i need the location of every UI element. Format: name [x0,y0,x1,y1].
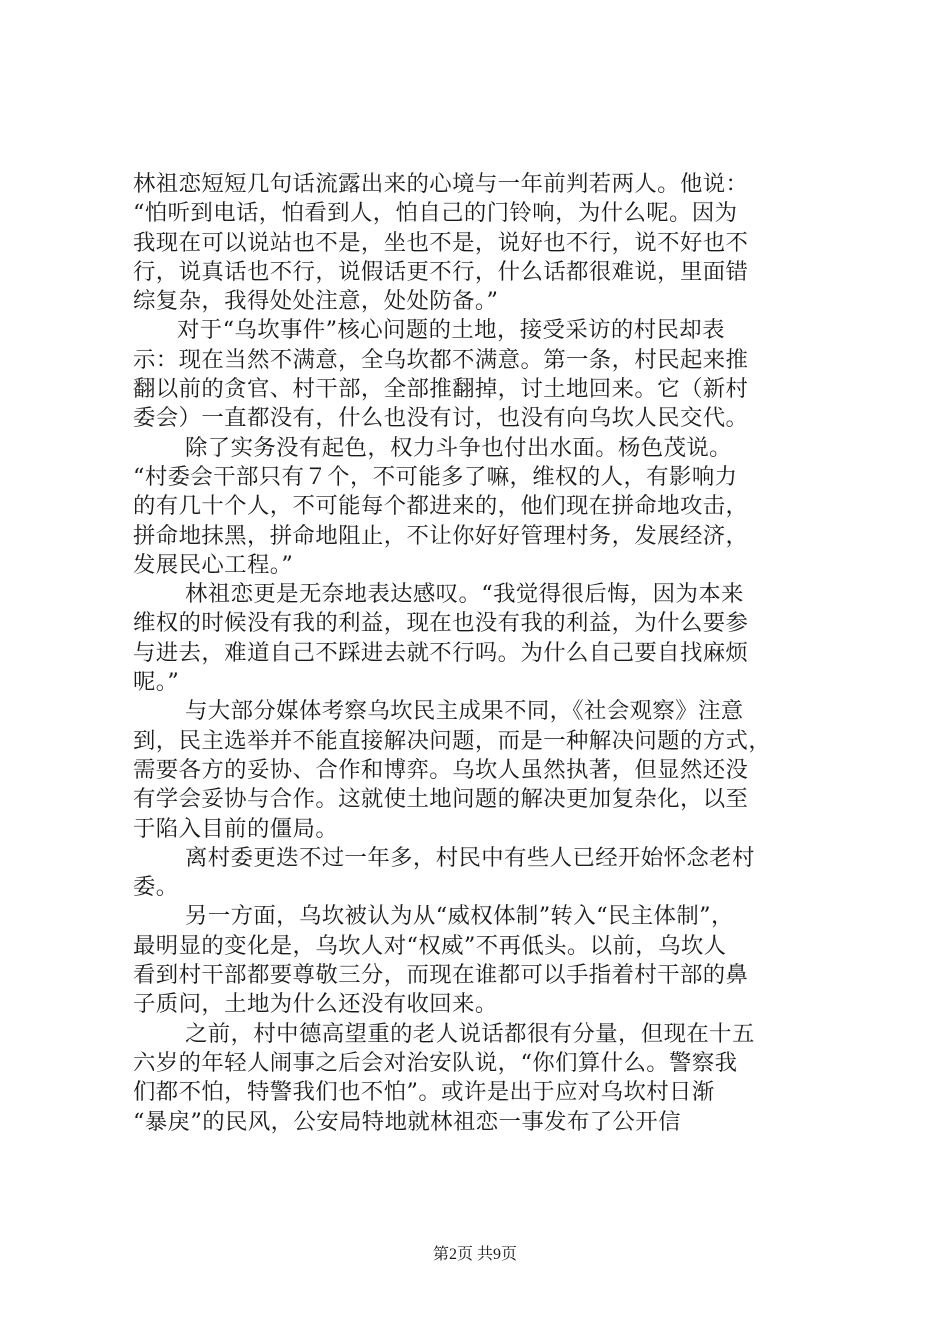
article-body [133,170,833,1137]
text-line: 林祖恋更是无奈地表达感叹。“我觉得很后悔，因为本来 [185,581,744,608]
page-number-footer: 第2页 共9页 [432,1246,517,1263]
text-line: 拼命地抹黑，拼命地阻止，不让你好好管理村务，发展经济， [133,522,749,549]
text-line: “怕听到电话，怕看到人，怕自己的门铃响，为什么呢。因为 [133,200,738,227]
text-line: 离村委更迭不过一年多，村民中有些人已经开始怀念老村 [185,844,755,871]
text-line: 对于“乌坎事件”核心问题的土地，接受采访的村民却表 [177,317,725,344]
text-line: 除了实务没有起色，权力斗争也付出水面。杨色茂说。 [185,434,732,461]
text-line: 林祖恋短短几句话流露出来的心境与一年前判若两人。他说： [133,171,749,197]
text-line: “暴戾”的民风，公安局特地就林祖恋一事发布了公开信 [133,1108,681,1135]
text-line: 示：现在当然不满意，全乌坎都不满意。第一条，村民起来推 [133,346,749,373]
text-line: 综复杂，我得处处注意，处处防备。” [133,288,499,315]
text-line: 最明显的变化是，乌坎人对“权威”不再低头。以前，乌坎人 [133,932,727,959]
text-line: 之前，村中德高望重的老人说话都很有分量，但现在十五 [185,1020,755,1047]
text-line: 到，民主选举并不能直接解决问题，而是一种解决问题的方式， [133,727,772,754]
text-line: 呢。” [133,669,180,696]
text-line: 我现在可以说站也不是，坐也不是，说好也不行，说不好也不 [133,229,749,256]
text-line: 行，说真话也不行，说假话更不行，什么话都很难说，里面错 [133,258,749,285]
text-line: 另一方面，乌坎被认为从“威权体制”转入“民主体制”， [185,903,734,930]
text-line: 委。 [133,874,179,901]
text-line: 的有几十个人，不可能每个都进来的，他们现在拼命地攻击， [133,493,749,520]
text-line: 发展民心工程。” [133,551,294,578]
text-line: 与大部分媒体考察乌坎民主成果不同，《社会观察》注意 [185,698,744,725]
text-line: 子质问，土地为什么还没有收回来。 [133,991,498,1018]
text-line: 需要各方的妥协、合作和博弈。乌坎人虽然执著，但显然还没 [133,756,749,783]
text-line: 有学会妥协与合作。这就使土地问题的解决更加复杂化，以至 [133,786,749,813]
text-line: 六岁的年轻人闹事之后会对治安队说，“你们算什么。警察我 [133,1049,738,1076]
text-line: 们都不怕，特警我们也不怕”。或许是出于应对乌坎村日渐 [133,1079,715,1106]
text-line: 与进去，难道自己不踩进去就不行吗。为什么自己要自找麻烦 [133,639,749,666]
text-line: 翻以前的贪官、村干部，全部推翻掉，讨土地回来。它（新村 [133,376,749,403]
text-line: 于陷入目前的僵局。 [133,815,339,842]
text-line: 维权的时候没有我的利益，现在也没有我的利益，为什么要参 [133,610,749,637]
text-line: 看到村干部都要尊敬三分，而现在谁都可以手指着村干部的鼻 [133,962,749,989]
text-line: “村委会干部只有７个，不可能多了嘛，维权的人，有影响力 [133,463,738,490]
text-line: 委会）一直都没有，什么也没有讨，也没有向乌坎人民交代。 [133,405,749,432]
